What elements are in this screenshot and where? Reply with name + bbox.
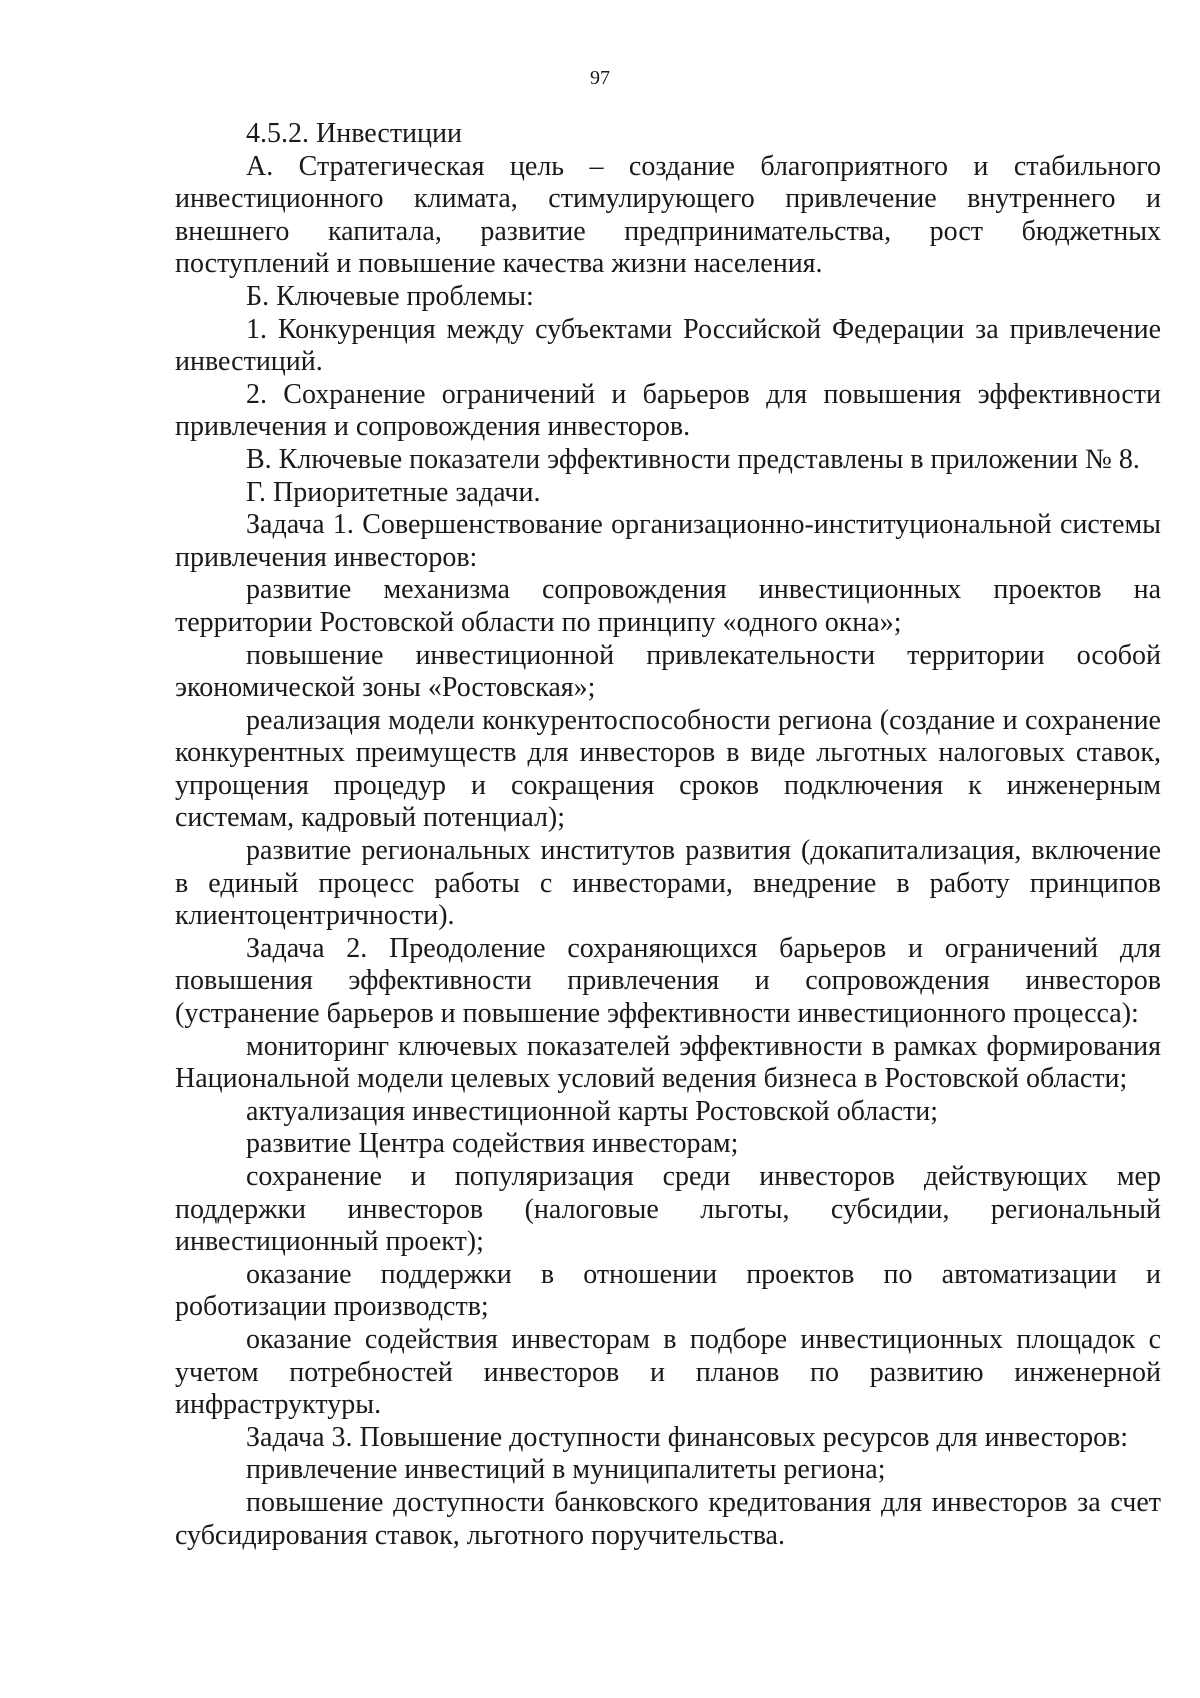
key-indicators-paragraph: В. Ключевые показатели эффективности представлены в приложении № 8. xyxy=(246,443,1140,475)
list-item: мониторинг ключевых показателей эффективности в рамках формирования Национальной модели целевых условий ведения бизнеса в Ростовской области; xyxy=(175,1030,1161,1095)
task-heading: Задача 3. Повышение доступности финансовых ресурсов для инвесторов: xyxy=(246,1421,1129,1453)
list-item: развитие механизма сопровождения инвестиционных проектов на территории Ростовской области по принципу «одного окна»; xyxy=(175,574,1161,638)
list-item: оказание поддержки в отношении проектов по автоматизации и роботизации производств; xyxy=(175,1258,1161,1323)
list-item: сохранение и популяризация среди инвесторов действующих мер поддержки инвесторов (налоговые льготы, субсидии, региональный инвестиционный проект); xyxy=(175,1161,1161,1258)
task-heading: Задача 2. Преодоление сохраняющихся барьеров и ограничений для повышения эффективности привлечения и сопровождения инвесторов (устранение барьеров и повышение эффективности инвестиционного процесса): xyxy=(175,932,1161,1030)
list-item: развитие Центра содействия инвесторам; xyxy=(246,1128,739,1160)
list-item: повышение доступности банковского кредитования для инвесторов за счет субсидирования ставок, льготного поручительства. xyxy=(175,1486,1161,1551)
list-item: развитие региональных институтов развития (докапитализация, включение в единый процесс работы с инвесторами, внедрение в работу принципов клиентоцентричности). xyxy=(175,835,1161,932)
section-heading: 4.5.2. Инвестиции xyxy=(246,118,462,149)
priority-tasks-heading: Г. Приоритетные задачи. xyxy=(246,476,541,508)
list-item: реализация модели конкурентоспособности региона (создание и сохранение конкурентных преимуществ для инвесторов в виде льготных налоговых ставок, упрощения процедур и сокращения сроков подключения к инженерным системам, кадровый потенциал); xyxy=(175,704,1161,834)
problem-item: 1. Конкуренция между субъектами Российской Федерации за привлечение инвестиций. xyxy=(175,313,1161,378)
strategic-goal-paragraph: А. Стратегическая цель – создание благоприятного и стабильного инвестиционного климата, стимулирующего привлечение внутреннего и внешнего капитала, развитие предпринимательства, рост бюджетных поступлений и повышение качества жизни населения. xyxy=(175,150,1161,280)
list-item: оказание содействия инвесторам в подборе инвестиционных площадок с учетом потребностей инвесторов и планов по развитию инженерной инфраструктуры. xyxy=(175,1323,1161,1421)
page-number: 97 xyxy=(590,67,610,89)
problem-item: 2. Сохранение ограничений и барьеров для повышения эффективности привлечения и сопровождения инвесторов. xyxy=(175,378,1161,443)
list-item: повышение инвестиционной привлекательности территории особой экономической зоны «Ростовская»; xyxy=(175,639,1161,704)
document-body xyxy=(175,118,1161,1552)
list-item: привлечение инвестиций в муниципалитеты региона; xyxy=(246,1454,886,1486)
list-item: актуализация инвестиционной карты Ростовской области; xyxy=(246,1095,939,1127)
key-problems-heading: Б. Ключевые проблемы: xyxy=(246,280,534,312)
task-heading: Задача 1. Совершенствование организационно-институциональной системы привлечения инвесторов: xyxy=(175,509,1161,573)
